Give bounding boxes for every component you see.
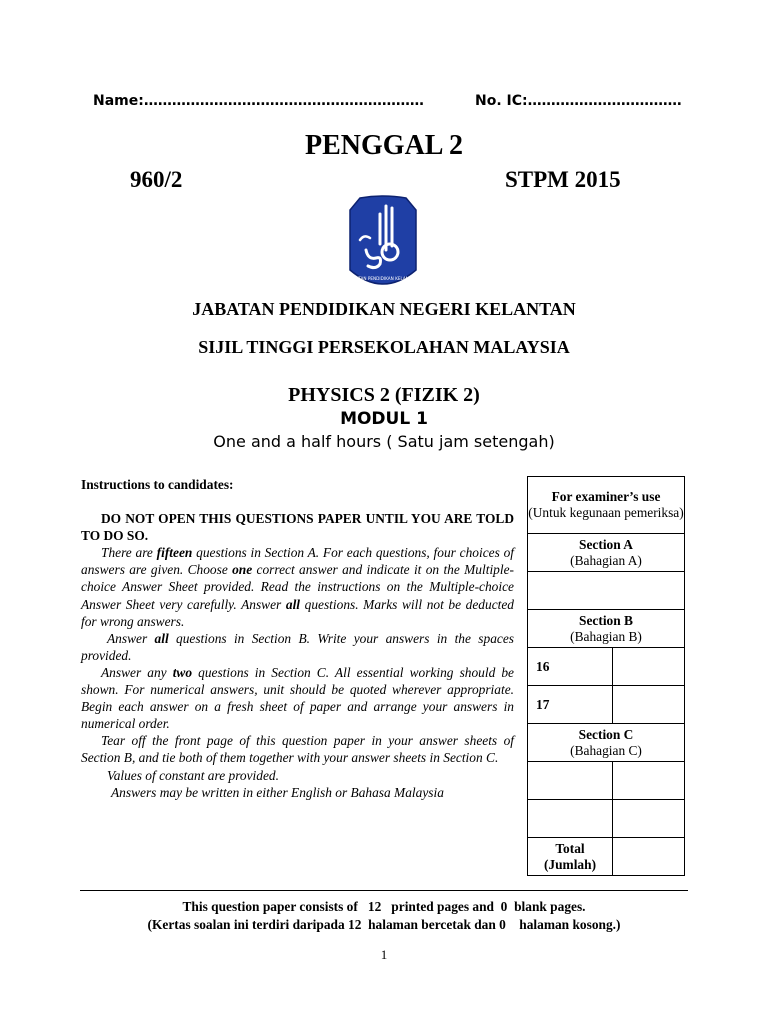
question-17-mark-cell — [613, 686, 685, 724]
ic-number-field: No. IC:…………………………… — [475, 93, 682, 109]
examiner-table-heading: For examiner’s use (Untuk kegunaan pemeriksa) — [528, 477, 685, 534]
instruction-section-a: There are fifteen questions in Section A. For each questions, four choices of answers are given. Choose one correct answer and indicate it on the Multiple-choice Answer Sheet provided. Read the instructions on the Multiple-choice Answer Sheet very carefully. Answer all questions. Marks will not be deducted for wrong answers. — [81, 545, 514, 629]
section-b-header: Section B (Bahagian B) — [528, 610, 685, 648]
svg-text:JABATAN PENDIDIKAN KELANTAN: JABATAN PENDIDIKAN KELANTAN — [348, 276, 418, 281]
page-count-malay: (Kertas soalan ini terdiri daripada 12 halaman bercetak dan 0 halaman kosong.) — [147, 917, 621, 932]
page-count-english: This question paper consists of 12 printed pages and 0 blank pages. — [182, 899, 586, 914]
instructions-heading: Instructions to candidates: — [81, 477, 234, 492]
instruction-language: Answers may be written in either English or Bahasa Malaysia — [111, 784, 444, 800]
certificate-name: SIJIL TINGGI PERSEKOLAHAN MALAYSIA — [198, 337, 570, 357]
footer-divider — [80, 890, 688, 891]
instruction-tear-off: Tear off the front page of this question paper in your answer sheets of Section B, and tie both of them together with your answer sheets in Section C. — [81, 733, 514, 766]
question-16-label: 16 — [528, 648, 613, 686]
section-a-header: Section A (Bahagian A) — [528, 534, 685, 572]
exam-duration: One and a half hours ( Satu jam setengah) — [213, 432, 555, 451]
section-a-mark-cell — [528, 572, 685, 610]
name-field: Name:…………………………………………………… — [93, 93, 424, 109]
question-16-mark-cell — [613, 648, 685, 686]
section-c-question-cell — [528, 800, 613, 838]
section-c-header: Section C (Bahagian C) — [528, 724, 685, 762]
instruction-constants: Values of constant are provided. — [107, 767, 279, 783]
instructions-block — [81, 476, 514, 801]
department-logo-icon — [346, 194, 420, 296]
page-number: 1 — [380, 947, 388, 962]
subject-title: PHYSICS 2 (FIZIK 2) — [288, 384, 480, 406]
section-c-question-cell — [528, 762, 613, 800]
instruction-section-c: Answer any two questions in Section C. All essential working should be shown. For numerical answers, unit should be quoted wherever appropriate. Begin each answer on a fresh sheet of paper and arrange your answers in numerical order. — [81, 664, 515, 732]
total-mark-cell — [613, 838, 685, 876]
instructions-warning: DO NOT OPEN THIS QUESTIONS PAPER UNTIL YOU ARE TOLD TO DO SO. — [81, 511, 514, 544]
question-17-label: 17 — [528, 686, 613, 724]
paper-code: 960/2 — [130, 167, 183, 192]
section-c-mark-cell — [613, 800, 685, 838]
instruction-section-b: Answer all questions in Section B. Write your answers in the spaces provided. — [81, 630, 514, 663]
section-c-mark-cell — [613, 762, 685, 800]
examiner-table — [527, 476, 685, 876]
module-title: MODUL 1 — [340, 409, 428, 429]
department-name: JABATAN PENDIDIKAN NEGERI KELANTAN — [192, 299, 576, 319]
total-label: Total (Jumlah) — [528, 838, 613, 876]
exam-name: STPM 2015 — [505, 167, 621, 192]
paper-title: PENGGAL 2 — [305, 130, 463, 161]
